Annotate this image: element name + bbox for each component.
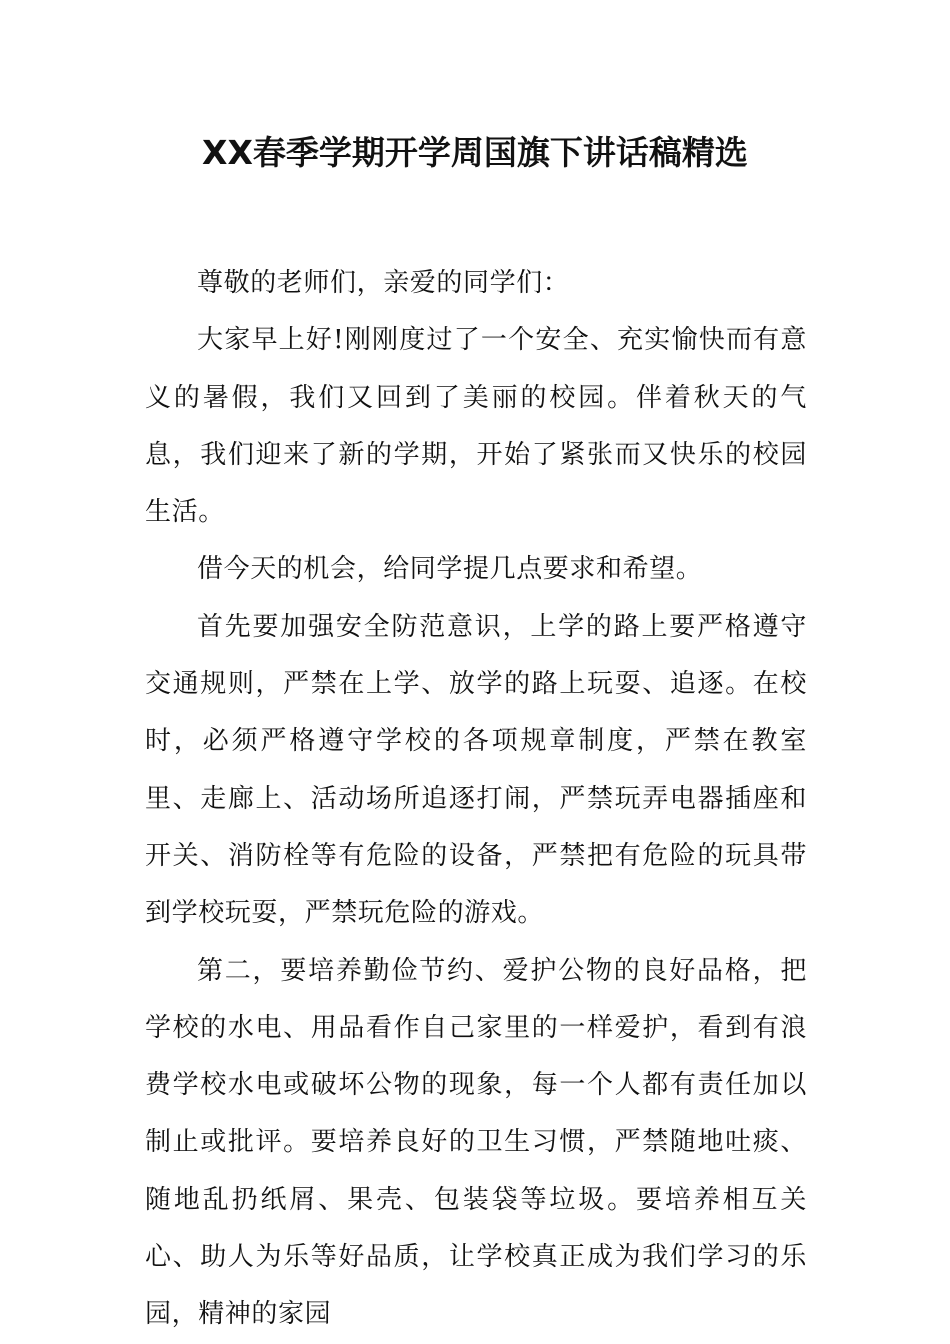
greeting-paragraph: 尊敬的老师们，亲爱的同学们：: [197, 268, 570, 298]
body-paragraph: 首先要加强安全防范意识，上学的路上要严格遵守交通规则，严禁在上学、放学的路上玩耍、追逐。在校时，必须严格遵守学校的各项规章制度，严禁在教室里、走廊上、活动场所追逐打闹，严禁玩弄电器插座和开关、消防栓等有危险的设备，严禁把有危险的玩具带到学校玩耍，严禁玩危险的游戏。: [145, 611, 807, 929]
body-paragraph: 借今天的机会，给同学提几点要求和希望。: [197, 554, 703, 585]
document-body: [145, 255, 807, 1344]
document-title: XX春季学期开学周国旗下讲话稿精选: [202, 133, 748, 172]
body-paragraph: 第二，要培养勤俭节约、爱护公物的良好品格，把学校的水电、用品看作自己家里的一样爱护，看到有浪费学校水电或破坏公物的现象，每一个人都有责任加以制止或批评。要培养良好的卫生习惯，严禁随地吐痰、随地乱扔纸屑、果壳、包装袋等垃圾。要培养相互关心、助人为乐等好品质，让学校真正成为我们学习的乐园，精神的家园: [145, 955, 807, 1330]
body-paragraph: 大家早上好!刚刚度过了一个安全、充实愉快而有意义的暑假，我们又回到了美丽的校园。伴着秋天的气息，我们迎来了新的学期，开始了紧张而又快乐的校园生活。: [145, 325, 807, 528]
